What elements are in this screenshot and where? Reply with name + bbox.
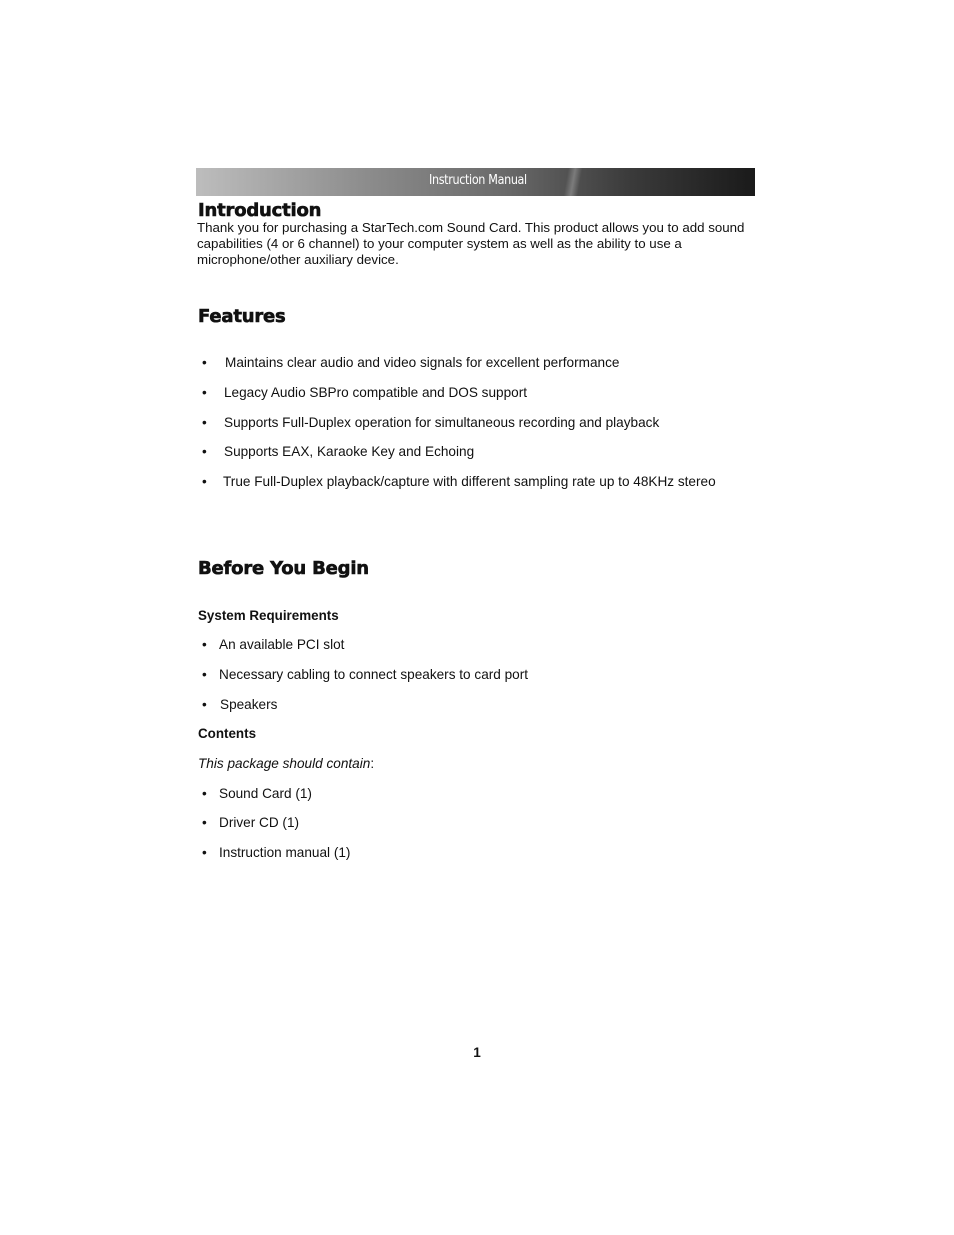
requirement-item-text: An available PCI slot	[219, 637, 345, 652]
introduction-text: Thank you for purchasing a StarTech.com Sound Card. This product allows you to add sound capabilities (4 or 6 channel) to your computer system as well as the ability to use a microphone/other auxiliary device.	[197, 220, 745, 267]
feature-item-text: Supports EAX, Karaoke Key and Echoing	[224, 444, 475, 459]
bullet-dot: •	[202, 355, 207, 370]
features-heading: Features	[198, 306, 286, 327]
feature-item-text: True Full-Duplex playback/capture with different sampling rate up to 48KHz stereo	[223, 474, 716, 489]
bullet-dot: •	[202, 474, 207, 489]
contents-intro	[198, 756, 374, 771]
feature-item-text: Maintains clear audio and video signals for excellent performance	[225, 355, 620, 370]
introduction-heading: Introduction	[198, 200, 322, 221]
before-you-begin-heading: Before You Begin	[198, 558, 369, 579]
feature-item-text: Legacy Audio SBPro compatible and DOS support	[224, 385, 528, 400]
system-requirements-heading: System Requirements	[198, 608, 339, 623]
contents-item-text: Driver CD (1)	[219, 815, 300, 830]
header-bar-highlight	[564, 168, 583, 196]
requirement-item-text: Necessary cabling to connect speakers to card port	[219, 667, 529, 682]
contents-heading: Contents	[198, 726, 257, 741]
contents-item-text: Instruction manual (1)	[219, 845, 351, 860]
page-number: 1	[473, 1045, 481, 1060]
requirement-item-text: Speakers	[220, 697, 278, 712]
contents-intro-italic: This package should contain	[198, 756, 371, 771]
header-title: Instruction Manual	[429, 173, 527, 188]
bullet-dot: •	[202, 385, 207, 400]
bullet-dot: •	[202, 815, 207, 830]
header-bar	[196, 168, 755, 196]
bullet-dot: •	[202, 845, 207, 860]
bullet-dot: •	[202, 697, 207, 712]
bullet-dot: •	[202, 786, 207, 801]
bullet-dot: •	[202, 667, 207, 682]
bullet-dot: •	[202, 637, 207, 652]
bullet-dot: •	[202, 415, 207, 430]
contents-intro-suffix: :	[370, 756, 375, 771]
feature-item-text: Supports Full-Duplex operation for simultaneous recording and playback	[224, 415, 660, 430]
bullet-dot: •	[202, 444, 207, 459]
contents-item-text: Sound Card (1)	[219, 786, 312, 801]
